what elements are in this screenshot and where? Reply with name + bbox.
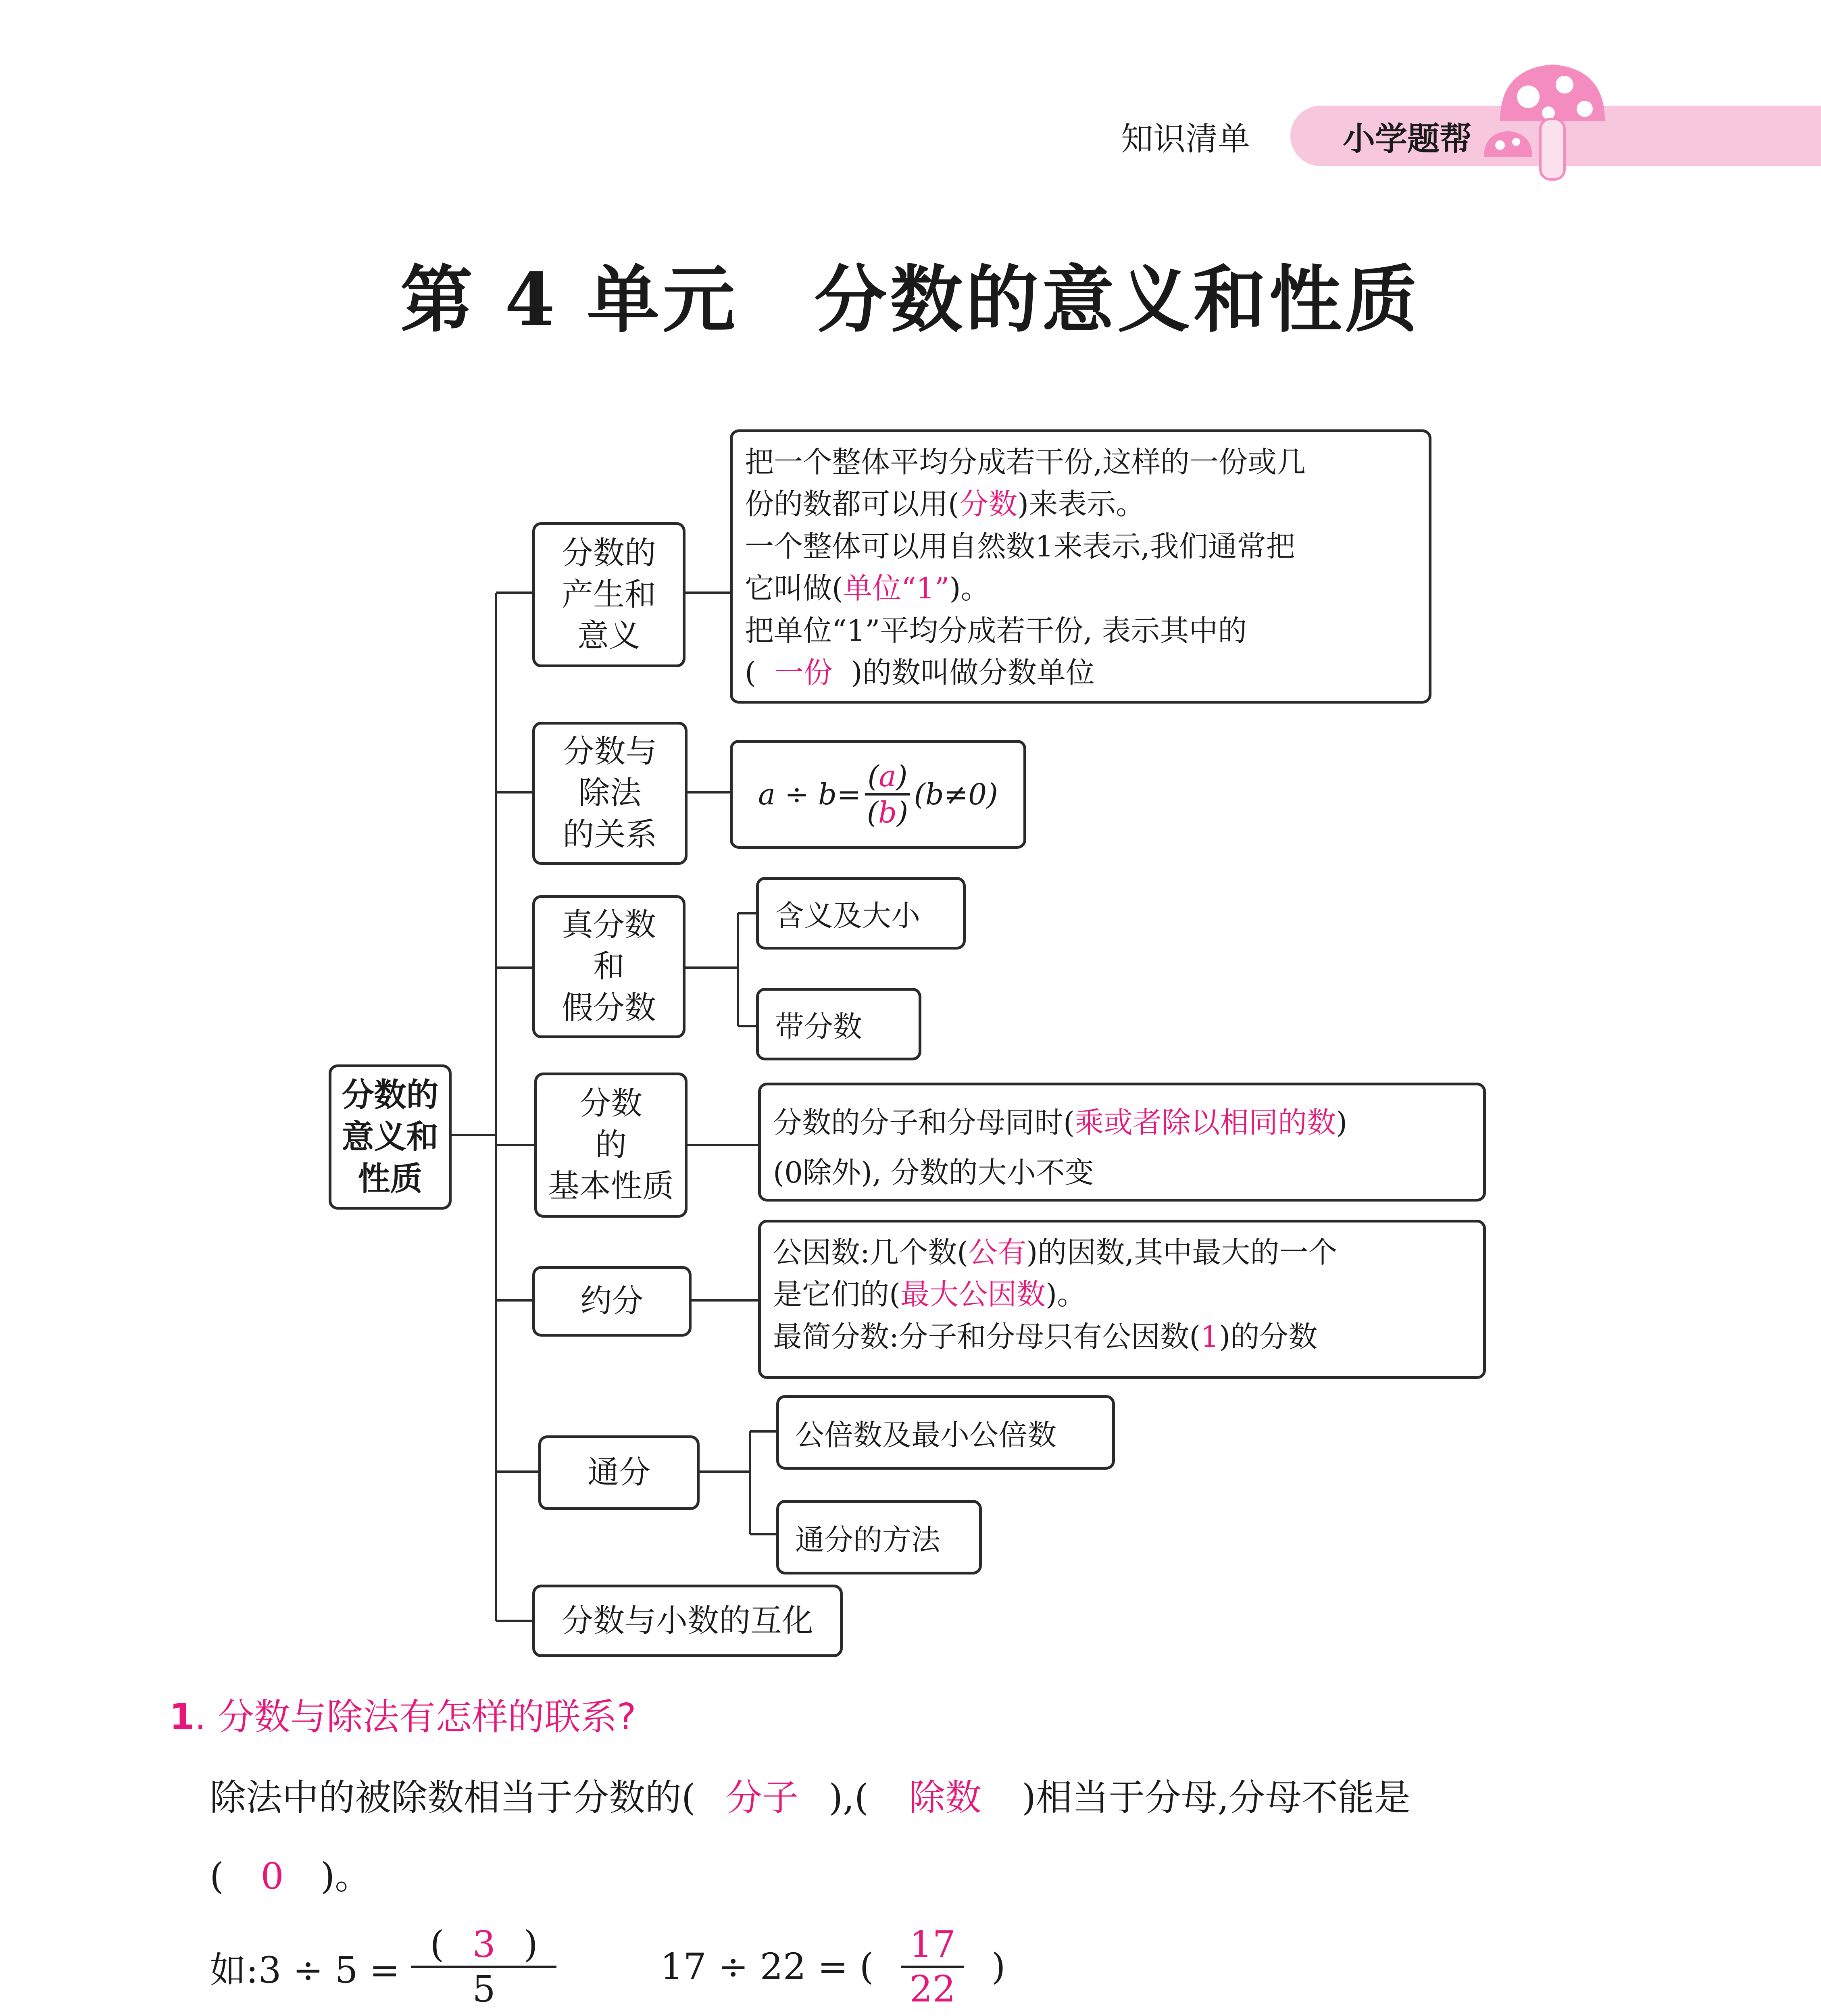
question-1-title: 1. 分数与除法有怎样的联系? [169,1696,636,1738]
question-number: 1 [169,1696,195,1738]
answer-denominator: b [878,796,897,829]
note-line: 份的数都可以用(分数)来表示。 [745,487,1145,521]
example-fraction-2: $\frac{17}{22}$ [901,1923,964,2010]
branch-fraction-division [532,722,688,865]
branch-origin-meaning [532,522,685,667]
answer-multiply-divide: 乘或者除以相同的数 [1075,1106,1336,1139]
formula-box [730,740,1026,849]
branch-label-line: 和 [593,948,625,985]
branch-label-line: 分数 [579,1085,642,1122]
badge-label: 小学题帮 [1343,120,1472,158]
note-line: 一个整体可以用自然数1来表示,我们通常把 [745,529,1295,563]
note-line: 把单位“1”平均分成若干份, 表示其中的 [745,613,1247,648]
branch-label-line: 意义 [577,618,640,654]
branch-label-line: 除法 [578,775,642,812]
question-1-line-1: 除法中的被除数相当于分数的( 分子 ),( 除数 )相当于分母,分母不能是 [210,1768,1411,1820]
branch-label-line: 真分数 [561,907,656,943]
answer-gcf: 最大公因数 [900,1277,1046,1312]
root-line: 意义和 [342,1118,439,1156]
branch-label-line: 假分数 [561,989,656,1026]
mindmap-root [329,1064,452,1210]
answer-common: 公有 [968,1235,1027,1269]
note-line: ( 一份 )的数叫做分数单位 [745,655,1095,689]
branch-label-line: 的 [595,1127,627,1163]
branch-fraction-decimal: 分数与小数的互化 [532,1585,843,1657]
branch-reduce: 约分 [532,1266,692,1337]
root-line: 性质 [358,1160,423,1198]
branch-label-line: 分数的 [561,535,656,571]
branch-common-denominator: 通分 [538,1435,700,1510]
question-1-example: 如:3 ÷ 5 = $\frac{( 3 )}{5}$ 17 ÷ 22 = ( $\frac{17}{22}$ ) [210,1923,1006,2010]
leaf-meaning-size: 含义及大小 [756,877,966,950]
note-line: (0除外), 分数的大小不变 [773,1156,1094,1190]
answer-unit-one: 单位“1” [843,571,950,606]
branch-proper-improper [532,895,685,1038]
answer-ex1-numerator: 3 [472,1923,496,1966]
answer-fraction: 分数 [959,487,1018,521]
formula-fraction: $\frac{(a)}{(b)}$ [865,759,910,829]
leaf-mixed-number: 带分数 [756,988,921,1060]
answer-one: 1 [1200,1319,1219,1354]
answer-one-part: 一份 [774,655,833,689]
branch-label-line: 基本性质 [548,1168,674,1205]
note-basic-property [758,1083,1486,1202]
leaf-lcm: 公倍数及最小公倍数 [776,1395,1115,1470]
branch-label-line: 分数与 [563,733,657,770]
answer-divisor-word: 除数 [908,1776,981,1819]
note-origin-meaning [730,429,1431,704]
note-line: 是它们的(最大公因数)。 [773,1277,1086,1312]
leaf-method: 通分的方法 [776,1500,982,1574]
note-reduce [758,1220,1486,1379]
page-title: 第 4 单元 分数的意义和性质 [400,257,1421,342]
branch-label-line: 产生和 [561,576,656,613]
question-1-line-2: ( 0 )。 [210,1855,371,1897]
formula-lhs: a ÷ b= [758,777,861,811]
note-line: 公因数:几个数(公有)的因数,其中最大的一个 [773,1235,1338,1269]
note-line: 最简分数:分子和分母只有公因数(1)的分数 [773,1319,1318,1354]
answer-numerator: a [879,759,896,793]
note-line: 分数的分子和分母同时(乘或者除以相同的数) [773,1106,1348,1139]
branch-basic-property [534,1073,688,1218]
root-line: 分数的 [342,1076,439,1114]
answer-zero: 0 [260,1855,284,1897]
note-line: 它叫做(单位“1”)。 [745,571,990,606]
section-label: 知识清单 [1121,120,1250,158]
answer-numerator-word: 分子 [726,1776,799,1819]
formula-condition: (b≠0) [914,777,998,811]
note-line: 把一个整体平均分成若干份,这样的一份或几 [745,445,1306,479]
example-fraction-1: $\frac{( 3 )}{5}$ [411,1923,556,2010]
branch-label-line: 的关系 [563,816,657,853]
